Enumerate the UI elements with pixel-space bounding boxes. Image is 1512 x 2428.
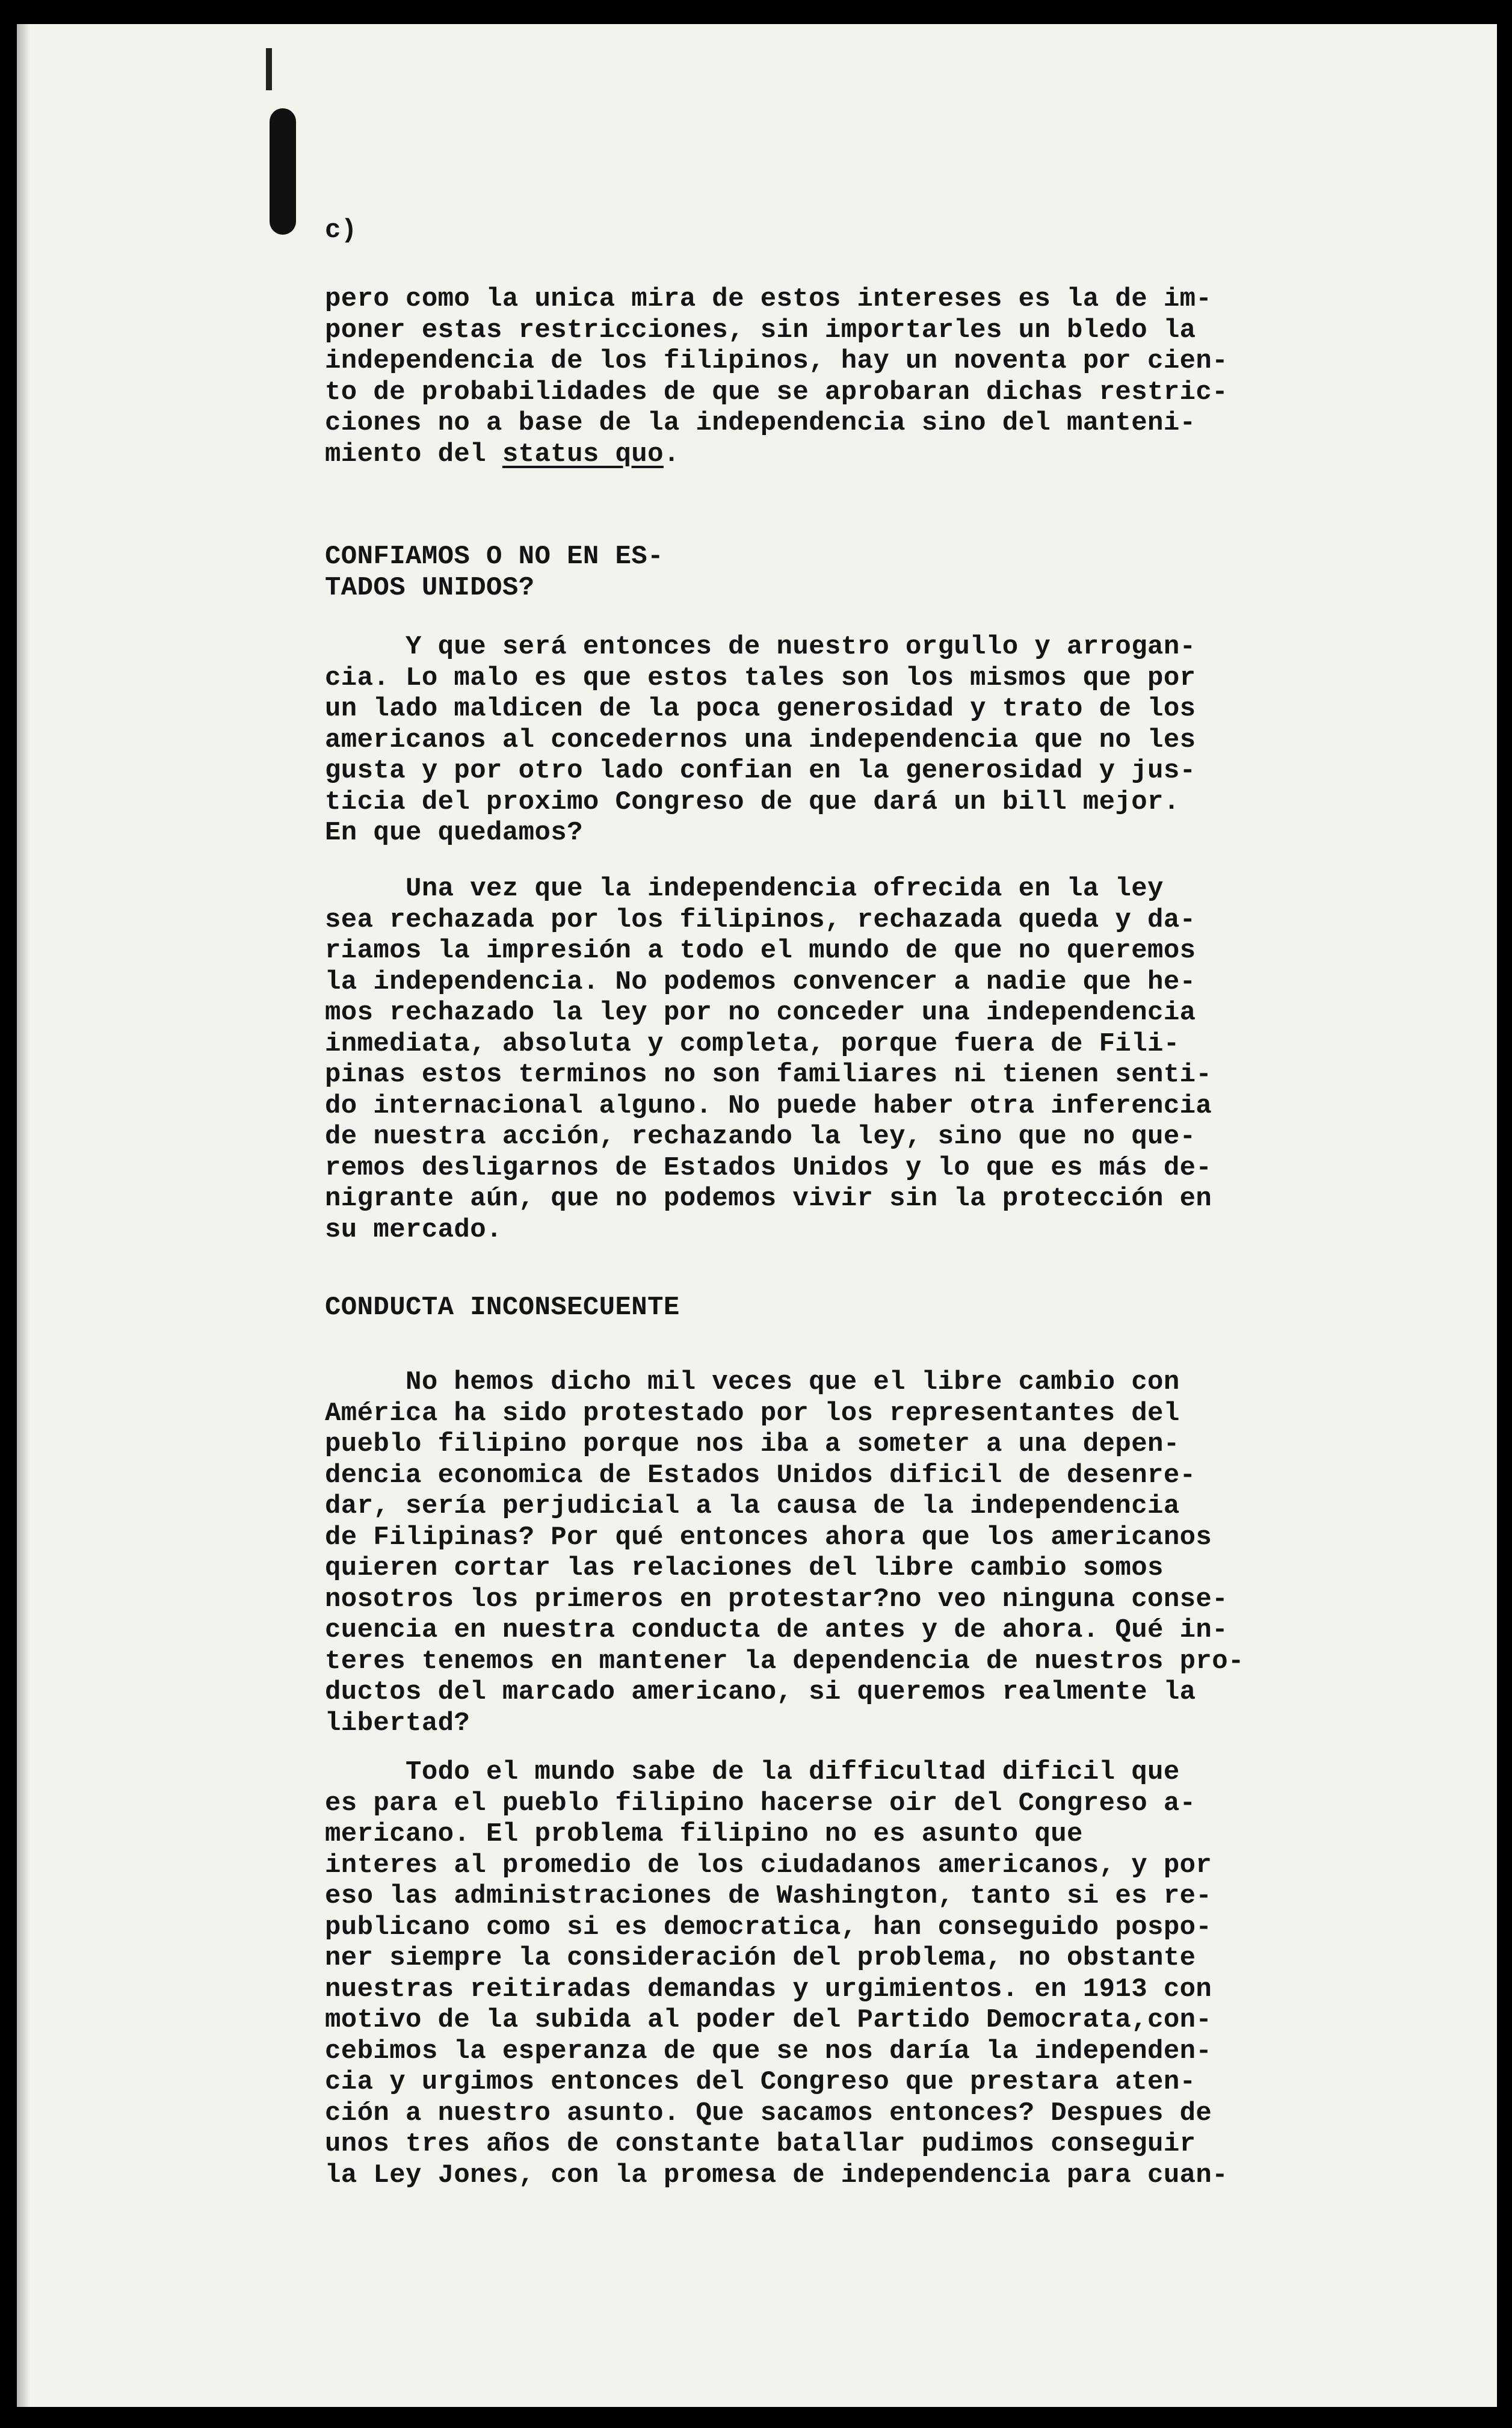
text-line: cebimos la esperanza de que se nos daría la independen- [325,2036,1212,2066]
text-line: gusta y por otro lado confian en la generosidad y jus- [325,756,1196,786]
text-line: ductos del marcado americano, si queremos realmente la [325,1677,1196,1707]
text-line: pero como la unica mira de estos intereses es la de im- [325,284,1212,314]
text-line: riamos la impresión a todo el mundo de que no queremos [325,936,1196,966]
text-line: de Filipinas? Por qué entonces ahora que los americanos [325,1522,1212,1552]
text-line: CONFIAMOS O NO EN ES- [325,542,664,572]
text-line: motivo de la subida al poder del Partido Democrata,con- [325,2005,1212,2035]
text-line: dar, sería perjudicial a la causa de la independencia [325,1491,1180,1521]
text-line: pueblo filipino porque nos iba a someter a una depen- [325,1429,1180,1459]
text-line: mericano. El problema filipino no es asunto que [325,1819,1083,1849]
text-line: ner siempre la consideración del problema, no obstante [325,1943,1196,1973]
text-line: No hemos dicho mil veces que el libre cambio con [325,1367,1180,1397]
text-line: nuestras reitiradas demandas y urgimientos. en 1913 con [325,1974,1212,2004]
text-line: ción a nuestro asunto. Que sacamos entonces? Despues de [325,2098,1212,2128]
text-line: to de probabilidades de que se aprobaran dichas restric- [325,377,1229,407]
scan-edge-shadow [17,24,30,2407]
text-line: un lado maldicen de la poca generosidad y trato de los [325,694,1196,724]
text-line: remos desligarnos de Estados Unidos y lo que es más de- [325,1152,1212,1183]
text-line: cia y urgimos entonces del Congreso que prestara aten- [325,2067,1196,2097]
text-line: de nuestra acción, rechazando la ley, sino que no que- [325,1122,1196,1152]
text-line: Todo el mundo sabe de la difficultad dificil que [325,1757,1180,1787]
text-line: independencia de los filipinos, hay un noventa por cien- [325,346,1229,376]
text-line: sea rechazada por los filipinos, rechazada queda y da- [325,904,1196,935]
text-line: nigrante aún, que no podemos vivir sin la protección en [325,1184,1212,1214]
text-line: quieren cortar las relaciones del libre cambio somos [325,1553,1164,1583]
text-line: teres tenemos en mantener la dependencia de nuestros pro- [325,1646,1244,1676]
text-line: nosotros los primeros en protestar?no veo ninguna conse- [325,1584,1229,1614]
text-line: la Ley Jones, con la promesa de independencia para cuan- [325,2160,1229,2190]
text-line-last [325,439,680,471]
text-line: cia. Lo malo es que estos tales son los mismos que por [325,663,1196,693]
text-line: dencia economica de Estados Unidos dificil de desenre- [325,1460,1196,1490]
page-label: c) [325,215,357,246]
text-line: interes al promedio de los ciudadanos americanos, y por [325,1850,1212,1880]
text-line: poner estas restricciones, sin importarles un bledo la [325,315,1196,345]
text-line: mos rechazado la ley por no conceder una independencia [325,998,1196,1028]
text-line: libertad? [325,1708,471,1738]
text-line: TADOS UNIDOS? [325,572,535,603]
text-line: la independencia. No podemos convencer a nadie que he- [325,966,1196,997]
text-line: ciones no a base de la independencia sino del manteni- [325,408,1196,438]
text-line: cuencia en nuestra conducta de antes y de ahora. Qué in- [325,1615,1229,1645]
section-heading-conducta: CONDUCTA INCONSECUENTE [325,1293,680,1323]
binder-mark [266,48,272,90]
text-line: eso las administraciones de Washington, tanto si es re- [325,1881,1212,1911]
text-fragment: . [663,439,680,469]
underlined-phrase: status quo [502,439,664,469]
text-line: americanos al concedernos una independencia que no les [325,724,1196,755]
text-line: ticia del proximo Congreso de que dará un bill mejor. [325,786,1180,817]
text-line: unos tres años de constante batallar pudimos conseguir [325,2129,1196,2159]
text-line: Una vez que la independencia ofrecida en la ley [325,874,1164,904]
text-line: publicano como si es democratica, han conseguido pospo- [325,1912,1212,1942]
text-line: do internacional alguno. No puede haber otra inferencia [325,1090,1212,1121]
binder-hole [270,108,296,235]
text-line: En que quedamos? [325,818,583,848]
text-line: Y que será entonces de nuestro orgullo y arrogan- [325,632,1196,662]
text-line: su mercado. [325,1214,502,1245]
text-line: América ha sido protestado por los representantes del [325,1398,1180,1429]
text-line: es para el pueblo filipino hacerse oir del Congreso a- [325,1788,1196,1818]
text-line: inmediata, absoluta y completa, porque fuera de Fili- [325,1028,1180,1059]
text-line: pinas estos terminos no son familiares ni tienen senti- [325,1060,1212,1090]
text-fragment: miento del [325,439,502,469]
document-page [17,24,1497,2407]
